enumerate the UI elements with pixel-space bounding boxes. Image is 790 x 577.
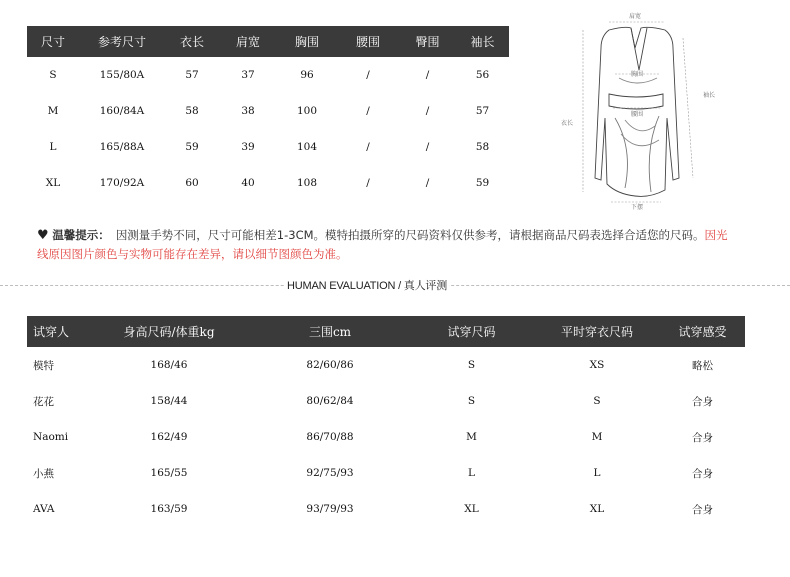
table-cell: Naomi <box>33 431 69 443</box>
table-cell: 花花 <box>33 395 54 408</box>
table-cell: XL <box>464 503 479 515</box>
header-cell: 试穿尺码 <box>447 325 496 339</box>
header-cell: 平时穿衣尺码 <box>560 325 633 339</box>
table-cell: L <box>468 467 475 479</box>
evaluation-table-header <box>27 316 745 347</box>
table-cell: 100 <box>296 105 318 117</box>
table-cell: 155/80A <box>99 69 145 81</box>
table-cell: 86/70/88 <box>306 431 354 443</box>
sleeve-label: 袖长 <box>703 92 716 99</box>
table-cell: / <box>366 177 370 189</box>
table-cell: 合身 <box>692 431 713 444</box>
table-row <box>27 129 509 165</box>
table-cell: 小燕 <box>33 467 54 480</box>
header-cell: 臀围 <box>415 35 440 49</box>
table-cell: / <box>366 141 370 153</box>
table-cell: 38 <box>241 105 255 117</box>
table-cell: L <box>593 467 601 479</box>
table-cell: L <box>49 141 57 153</box>
table-cell: XL <box>589 503 605 515</box>
shoulder-label: 肩宽 <box>629 13 642 20</box>
table-row <box>27 419 745 455</box>
table-cell: S <box>467 395 476 407</box>
table-cell: 59 <box>475 177 490 189</box>
table-cell: 56 <box>475 69 490 81</box>
evaluation-table <box>27 316 745 527</box>
table-row <box>27 57 509 93</box>
table-cell: S <box>467 359 476 371</box>
table-cell: 58 <box>185 105 199 117</box>
table-cell: 模特 <box>33 359 54 372</box>
table-cell: 93/79/93 <box>306 503 354 515</box>
header-cell: 胸围 <box>294 35 319 49</box>
table-row <box>27 93 509 129</box>
table-cell: 合身 <box>692 503 713 516</box>
tip-note <box>37 226 737 263</box>
table-cell: 39 <box>241 141 255 153</box>
hem-label: 下摆 <box>631 204 644 211</box>
header-cell: 试穿人 <box>33 325 70 339</box>
table-cell: 160/84A <box>99 105 145 117</box>
table-cell: / <box>366 69 370 81</box>
size-table-header <box>27 26 509 57</box>
table-row <box>27 491 745 527</box>
dress-measurement-diagram <box>555 8 725 210</box>
table-cell: M <box>466 431 477 443</box>
heart-icon: ♥ <box>37 228 49 243</box>
header-cell: 试穿感受 <box>678 325 727 339</box>
header-cell: 袖长 <box>470 35 495 49</box>
table-cell: 162/49 <box>150 431 188 443</box>
table-cell: 163/59 <box>150 503 188 515</box>
table-cell: M <box>591 431 603 443</box>
header-cell: 尺寸 <box>40 35 65 49</box>
chest-label: 胸围 <box>631 71 644 78</box>
table-cell: 58 <box>475 141 490 153</box>
table-cell: 82/60/86 <box>306 359 354 371</box>
table-cell: 59 <box>185 141 199 153</box>
table-cell: 104 <box>296 141 318 153</box>
table-cell: / <box>425 69 430 81</box>
table-cell: 80/62/84 <box>306 395 354 407</box>
length-label: 衣长 <box>561 120 574 127</box>
table-cell: / <box>425 105 430 117</box>
header-cell: 三围cm <box>308 325 352 339</box>
table-cell: 96 <box>300 69 314 81</box>
tip-title: 温馨提示： <box>52 228 110 242</box>
table-cell: 57 <box>475 105 490 117</box>
table-cell: / <box>366 105 370 117</box>
table-row <box>27 347 745 383</box>
header-cell: 身高尺码/体重kg <box>123 325 215 339</box>
table-row <box>27 455 745 491</box>
section-title: HUMAN EVALUATION / 真人评测 <box>285 277 449 293</box>
tip-red-text: 因光线原因图片颜色与实物可能存在差异，请以细节图颜色为准。 <box>37 228 728 261</box>
header-cell: 腰围 <box>355 35 380 49</box>
table-cell: 略松 <box>692 359 713 372</box>
table-cell: S <box>49 69 57 81</box>
table-cell: 92/75/93 <box>306 467 354 479</box>
table-cell: XS <box>589 359 605 371</box>
table-cell: 37 <box>241 69 255 81</box>
table-cell: 158/44 <box>150 395 188 407</box>
header-cell: 肩宽 <box>235 35 260 49</box>
header-cell: 衣长 <box>179 35 204 49</box>
table-cell: 165/55 <box>150 467 188 479</box>
table-cell: AVA <box>33 503 55 515</box>
table-cell: XL <box>45 177 61 189</box>
table-cell: 108 <box>296 177 318 189</box>
table-row <box>27 383 745 419</box>
table-cell: 168/46 <box>150 359 188 371</box>
tip-text: 因测量手势不同，尺寸可能相差1-3CM。模特拍摄所穿的尺码资料仅供参考，请根据商品尺码表选择合适您的尺码。 <box>115 228 705 242</box>
table-cell: / <box>425 177 430 189</box>
table-cell: S <box>593 395 601 407</box>
table-row <box>27 165 509 201</box>
waist-label: 腰围 <box>631 111 644 118</box>
table-cell: 合身 <box>692 395 713 408</box>
table-cell: 60 <box>185 177 199 189</box>
size-table <box>27 26 509 201</box>
table-cell: 170/92A <box>99 177 145 189</box>
header-cell: 参考尺寸 <box>97 35 146 49</box>
table-cell: M <box>47 105 59 117</box>
table-cell: 合身 <box>692 467 713 480</box>
table-cell: 40 <box>241 177 255 189</box>
table-cell: / <box>425 141 430 153</box>
table-cell: 57 <box>185 69 199 81</box>
table-cell: 165/88A <box>99 141 145 153</box>
